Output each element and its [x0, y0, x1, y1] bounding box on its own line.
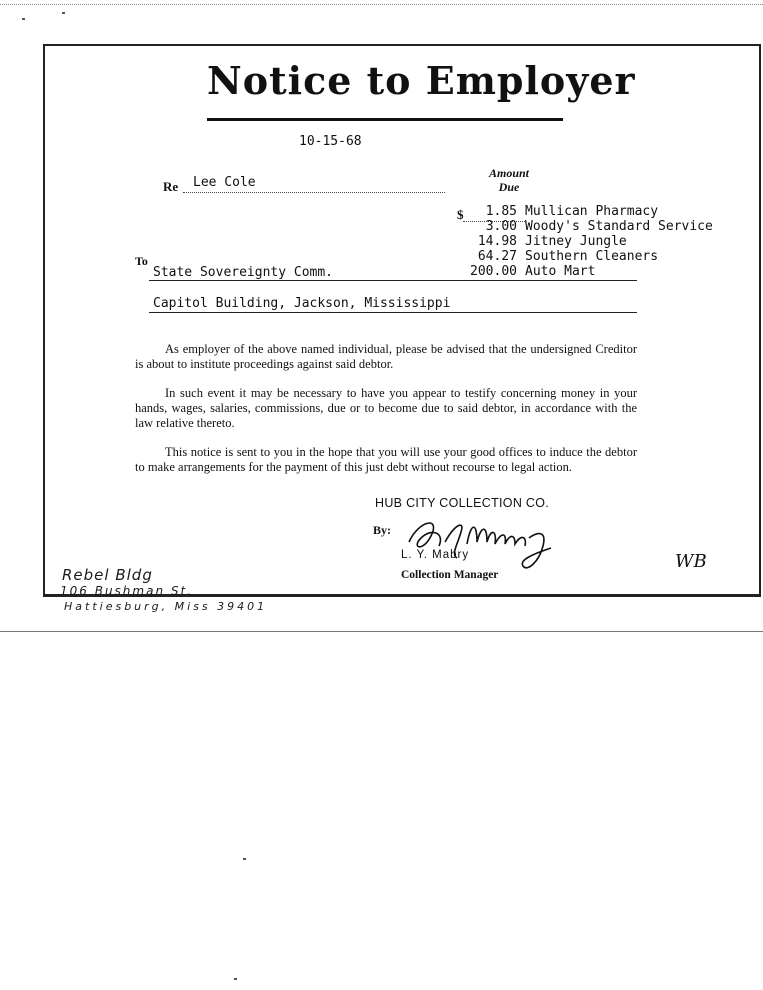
creditor-row — [465, 249, 761, 264]
creditor-row — [465, 204, 761, 219]
top-scan-edge — [0, 4, 763, 5]
signer-name: L. Y. Mabry — [401, 549, 470, 561]
handwritten-address-line3: Hattiesburg, Miss 39401 — [64, 600, 268, 613]
amount-header-line1: Amount — [488, 166, 530, 180]
amount-due-header — [469, 166, 549, 194]
employer-name: State Sovereignty Comm. — [153, 265, 334, 280]
handwritten-address-line2: 106 Bushman St. — [60, 584, 194, 598]
creditor-list — [465, 204, 761, 279]
bottom-scan-edge — [0, 631, 763, 632]
notice-form — [43, 44, 761, 597]
handwritten-initials: WB — [675, 551, 707, 572]
scan-speck — [243, 858, 246, 860]
employer-address: Capitol Building, Jackson, Mississippi — [153, 296, 451, 311]
creditor-name: Southern Cleaners — [525, 249, 659, 264]
body-paragraph: As employer of the above named individual, please be advised that the undersigned Creditor is about to institute proceedings against said debtor. — [135, 342, 637, 371]
debtor-name: Lee Cole — [193, 175, 256, 190]
creditor-name: Jitney Jungle — [525, 234, 627, 249]
notice-title: Notice to Employer — [207, 58, 636, 103]
body-paragraph: This notice is sent to you in the hope that you will use your good offices to induce the debtor to make arrangements for the payment of this just debt without recourse to legal action. — [135, 445, 637, 474]
company-name: HUB CITY COLLECTION CO. — [375, 496, 550, 510]
signer-title: Collection Manager — [401, 569, 499, 581]
creditor-name: Mullican Pharmacy — [525, 204, 659, 219]
creditor-name: Auto Mart — [525, 264, 596, 279]
title-underline — [207, 118, 563, 121]
creditor-row — [465, 264, 761, 279]
debtor-name-line — [183, 192, 445, 193]
creditor-amount: 64.27 — [477, 249, 517, 264]
signature-image — [401, 502, 561, 574]
employer-name-line — [149, 280, 637, 281]
scan-speck — [62, 12, 65, 14]
re-label: Re — [163, 179, 179, 194]
to-label: To — [135, 254, 148, 268]
creditor-amount: 3.00 — [485, 219, 517, 234]
creditor-row — [465, 234, 761, 249]
scan-speck — [234, 978, 237, 980]
amount-header-line2: Due — [498, 180, 520, 194]
notice-date: 10-15-68 — [299, 134, 362, 149]
handwritten-address-line1: Rebel Bldg — [62, 566, 153, 584]
creditor-amount: 1.85 — [485, 204, 517, 219]
body-paragraph: In such event it may be necessary to have you appear to testify concerning money in your hands, wages, salaries, commissions, due or to become due to said debtor, in accordance with the law relative thereto. — [135, 386, 637, 430]
creditor-row — [465, 219, 761, 234]
creditor-amount: 200.00 — [470, 264, 517, 279]
scan-speck — [22, 18, 25, 20]
dollar-sign: $ — [457, 207, 464, 222]
by-label: By: — [373, 523, 391, 537]
employer-address-line — [149, 312, 637, 313]
creditor-name: Woody's Standard Service — [525, 219, 713, 234]
notice-body — [135, 342, 637, 489]
creditor-amount: 14.98 — [477, 234, 517, 249]
